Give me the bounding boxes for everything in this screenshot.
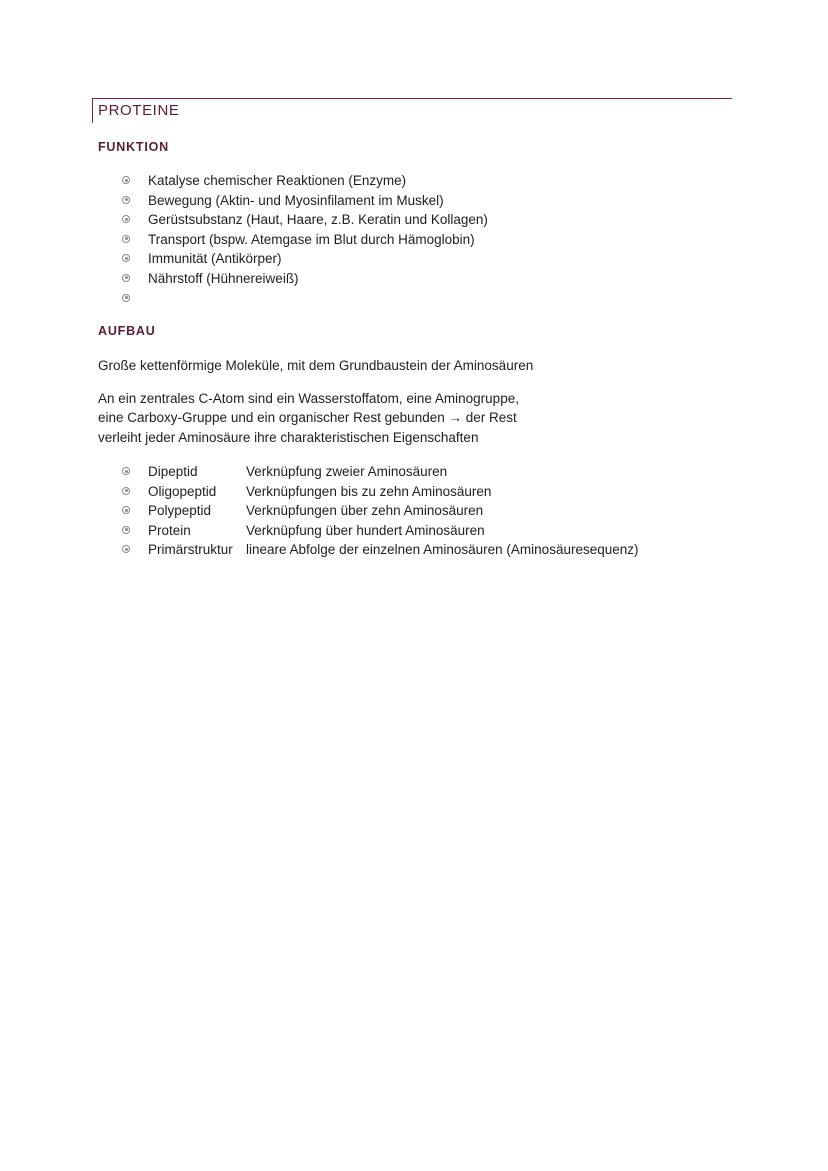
circle-bullet-icon — [122, 294, 130, 302]
document-title: PROTEINE — [98, 102, 180, 119]
list-item: Transport (bspw. Atemgase im Blut durch Hämoglobin) — [122, 230, 488, 250]
aufbau-term-list — [122, 462, 639, 560]
term: Primärstruktur — [148, 542, 233, 558]
circle-bullet-icon — [122, 215, 130, 223]
paragraph-line: eine Carboxy-Gruppe und ein organischer Rest gebunden → der Rest — [98, 410, 517, 426]
list-item: Katalyse chemischer Reaktionen (Enzyme) — [122, 171, 488, 191]
term-definition: Verknüpfung über hundert Aminosäuren — [246, 522, 485, 538]
title-rule — [92, 98, 732, 99]
circle-bullet-icon — [122, 487, 130, 495]
term-definition: Verknüpfungen bis zu zehn Aminosäuren — [246, 483, 492, 499]
circle-bullet-icon — [122, 506, 130, 514]
term: Oligopeptid — [148, 483, 217, 499]
list-item — [122, 540, 639, 560]
term: Polypeptid — [148, 503, 212, 519]
aufbau-paragraph-1: Große kettenförmige Moleküle, mit dem Grundbaustein der Aminosäuren — [98, 358, 534, 373]
circle-bullet-icon — [122, 467, 130, 475]
section-heading-aufbau: AUFBAU — [98, 324, 156, 338]
circle-bullet-icon — [122, 176, 130, 184]
circle-bullet-icon — [122, 196, 130, 204]
list-item — [122, 462, 639, 482]
list-item: Nährstoff (Hühnereiweiß) — [122, 269, 488, 289]
title-accent-bar — [92, 98, 93, 123]
paragraph-line: verleiht jeder Aminosäure ihre charakteristischen Eigenschaften — [98, 429, 479, 445]
list-item: Immunität (Antikörper) — [122, 249, 488, 269]
list-item — [122, 482, 639, 502]
list-item: Gerüstsubstanz (Haut, Haare, z.B. Keratin und Kollagen) — [122, 210, 488, 230]
aufbau-paragraph-2 — [98, 389, 738, 447]
circle-bullet-icon — [122, 254, 130, 262]
list-item — [122, 521, 639, 541]
list-item-empty — [122, 289, 488, 309]
term-definition: Verknüpfungen über zehn Aminosäuren — [246, 503, 484, 519]
section-heading-funktion: FUNKTION — [98, 140, 169, 154]
term: Protein — [148, 522, 191, 538]
paragraph-line: An ein zentrales C-Atom sind ein Wasserstoffatom, eine Aminogruppe, — [98, 391, 519, 406]
circle-bullet-icon — [122, 526, 130, 534]
list-item — [122, 501, 639, 521]
circle-bullet-icon — [122, 274, 130, 282]
circle-bullet-icon — [122, 235, 130, 243]
funktion-list — [122, 171, 488, 308]
term-definition: Verknüpfung zweier Aminosäuren — [246, 464, 448, 479]
circle-bullet-icon — [122, 545, 130, 553]
term-definition: lineare Abfolge der einzelnen Aminosäuren (Aminosäuresequenz) — [246, 542, 639, 558]
list-item: Bewegung (Aktin- und Myosinfilament im Muskel) — [122, 191, 488, 211]
term: Dipeptid — [148, 464, 198, 479]
